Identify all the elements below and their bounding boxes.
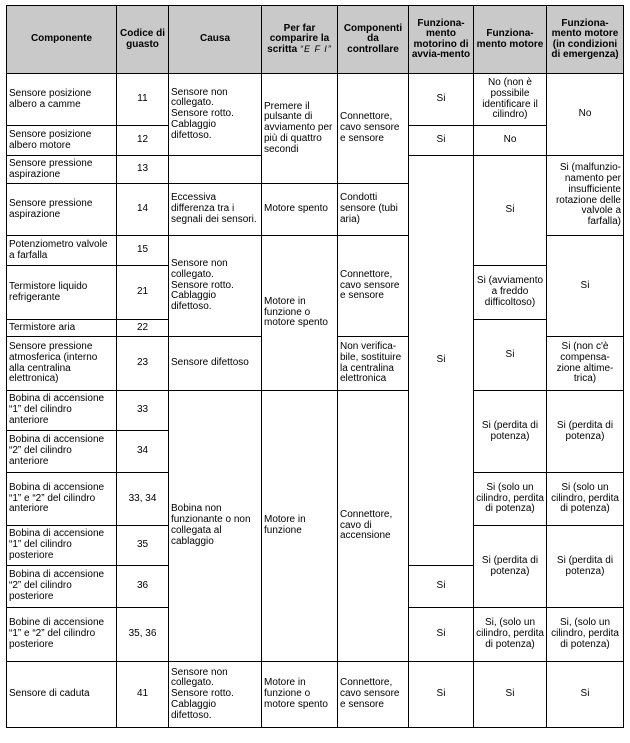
motore-cell: Si (perdita di potenza) bbox=[474, 526, 547, 608]
per-far-cell: Motore in funzione bbox=[262, 391, 338, 662]
emergenza-cell: Si (solo un cilindro, perdita di potenza) bbox=[547, 473, 624, 526]
codice-cell: 35, 36 bbox=[117, 608, 169, 662]
header-motore: Funziona-mento motore bbox=[474, 6, 547, 74]
table-row bbox=[7, 391, 624, 431]
componente-cell: Bobina di accensione “1” e “2” del cilindro anteriore bbox=[7, 473, 117, 526]
motore-cell: Si (avviamento a freddo difficoltoso) bbox=[474, 266, 547, 320]
componenti-cell: Connettore, cavo sensore e sensore bbox=[338, 662, 409, 728]
componenti-cell: Connettore, cavo sensore e sensore bbox=[338, 236, 409, 337]
componenti-cell: Condotti sensore (tubi aria) bbox=[338, 184, 409, 236]
causa-cell: Bobina non funzionante o non collegata al cablaggio bbox=[169, 391, 262, 662]
componente-cell: Sensore pressione aspirazione bbox=[7, 156, 117, 184]
motore-cell: Si bbox=[474, 320, 547, 391]
motore-cell: Si (solo un cilindro, perdita di potenza) bbox=[474, 473, 547, 526]
componente-cell: Bobina di accensione “2” del cilindro anteriore bbox=[7, 431, 117, 473]
codice-cell: 34 bbox=[117, 431, 169, 473]
avviamento-cell: Si bbox=[409, 662, 474, 728]
componente-cell: Bobina di accensione “2” del cilindro posteriore bbox=[7, 566, 117, 608]
header-emergenza: Funziona-mento motore (in condizioni di emergenza) bbox=[547, 6, 624, 74]
codice-cell: 12 bbox=[117, 126, 169, 156]
header-efi-text: “E F I” bbox=[299, 43, 332, 54]
per-far-cell: Motore in funzione o motore spento bbox=[262, 662, 338, 728]
codice-cell: 11 bbox=[117, 74, 169, 126]
componente-cell: Sensore posizione albero a camme bbox=[7, 74, 117, 126]
componente-cell: Termistore liquido refrigerante bbox=[7, 266, 117, 320]
componenti-cell: Connettore, cavo di accensione bbox=[338, 391, 409, 662]
per-far-cell: Motore in funzione o motore spento bbox=[262, 236, 338, 391]
componente-cell: Sensore di caduta bbox=[7, 662, 117, 728]
motore-cell: Si (perdita di potenza) bbox=[474, 391, 547, 473]
table-row bbox=[7, 662, 624, 728]
header-codice: Codice di guasto bbox=[117, 6, 169, 74]
header-avviamento: Funziona-mento motorino di avvia-mento bbox=[409, 6, 474, 74]
emergenza-cell: Si (perdita di potenza) bbox=[547, 526, 624, 608]
header-per-far-text: Per far comparire la scritta bbox=[267, 23, 330, 55]
motore-cell: Si bbox=[474, 662, 547, 728]
header-row bbox=[7, 6, 624, 74]
codice-cell: 23 bbox=[117, 337, 169, 391]
codice-cell: 35 bbox=[117, 526, 169, 566]
header-per-far bbox=[262, 6, 338, 74]
emergenza-cell: Si (perdita di potenza) bbox=[547, 391, 624, 473]
emergenza-cell: No bbox=[547, 74, 624, 156]
componente-cell: Sensore pressione aspirazione bbox=[7, 184, 117, 236]
causa-cell: Sensore non collegato. Sensore rotto. Cablaggio difettoso. bbox=[169, 662, 262, 728]
causa-cell: Sensore non collegato. Sensore rotto. Cablaggio difettoso. bbox=[169, 74, 262, 156]
componente-cell: Termistore aria bbox=[7, 320, 117, 337]
header-causa: Causa bbox=[169, 6, 262, 74]
avviamento-cell: Si bbox=[409, 156, 474, 566]
causa-cell: Sensore non collegato. Sensore rotto. Cablaggio difettoso. bbox=[169, 236, 262, 337]
avviamento-cell: Si bbox=[409, 566, 474, 608]
avviamento-cell: Si bbox=[409, 126, 474, 156]
causa-cell: Sensore difettoso bbox=[169, 337, 262, 391]
codice-cell: 14 bbox=[117, 184, 169, 236]
emergenza-cell: Si bbox=[547, 236, 624, 337]
emergenza-cell: Si, (solo un cilindro, perdita di potenza) bbox=[547, 608, 624, 662]
componenti-cell: Connettore, cavo sensore e sensore bbox=[338, 74, 409, 184]
emergenza-cell: Si (non c'è compensa-zione altime-trica) bbox=[547, 337, 624, 391]
componente-cell: Sensore posizione albero motore bbox=[7, 126, 117, 156]
avviamento-cell: Si bbox=[409, 74, 474, 126]
avviamento-cell: Si bbox=[409, 608, 474, 662]
emergenza-cell: Si bbox=[547, 662, 624, 728]
codice-cell: 13 bbox=[117, 156, 169, 184]
componente-cell: Bobine di accensione “1” e “2” del cilindro posteriore bbox=[7, 608, 117, 662]
per-far-cell: Motore spento bbox=[262, 184, 338, 236]
componente-cell: Bobina di accensione “1” del cilindro posteriore bbox=[7, 526, 117, 566]
codice-cell: 41 bbox=[117, 662, 169, 728]
causa-cell bbox=[169, 156, 262, 184]
motore-cell: No bbox=[474, 126, 547, 156]
codice-cell: 21 bbox=[117, 266, 169, 320]
componente-cell: Sensore pressione atmosferica (interno alla centralina elettronica) bbox=[7, 337, 117, 391]
codice-cell: 22 bbox=[117, 320, 169, 337]
componente-cell: Potenziometro valvole a farfalla bbox=[7, 236, 117, 266]
motore-cell: Si, (solo un cilindro, perdita di potenza) bbox=[474, 608, 547, 662]
per-far-cell: Premere il pulsante di avviamento per più di quattro secondi bbox=[262, 74, 338, 184]
table-row bbox=[7, 74, 624, 126]
emergenza-cell: Si (malfunzio-namento per insufficiente rotazione delle valvole a farfalla) bbox=[547, 156, 624, 236]
componente-cell: Bobina di accensione “1” del cilindro anteriore bbox=[7, 391, 117, 431]
motore-cell: Si bbox=[474, 156, 547, 266]
codice-cell: 15 bbox=[117, 236, 169, 266]
componenti-cell: Non verifica-bile, sostituire la centralina elettronica bbox=[338, 337, 409, 391]
codice-cell: 33, 34 bbox=[117, 473, 169, 526]
codice-cell: 36 bbox=[117, 566, 169, 608]
header-componente: Componente bbox=[7, 6, 117, 74]
causa-cell: Eccessiva differenza tra i segnali dei sensori. bbox=[169, 184, 262, 236]
motore-cell: No (non è possibile identificare il cilindro) bbox=[474, 74, 547, 126]
codice-cell: 33 bbox=[117, 391, 169, 431]
fault-codes-table bbox=[6, 5, 624, 728]
header-componenti: Componenti da controllare bbox=[338, 6, 409, 74]
